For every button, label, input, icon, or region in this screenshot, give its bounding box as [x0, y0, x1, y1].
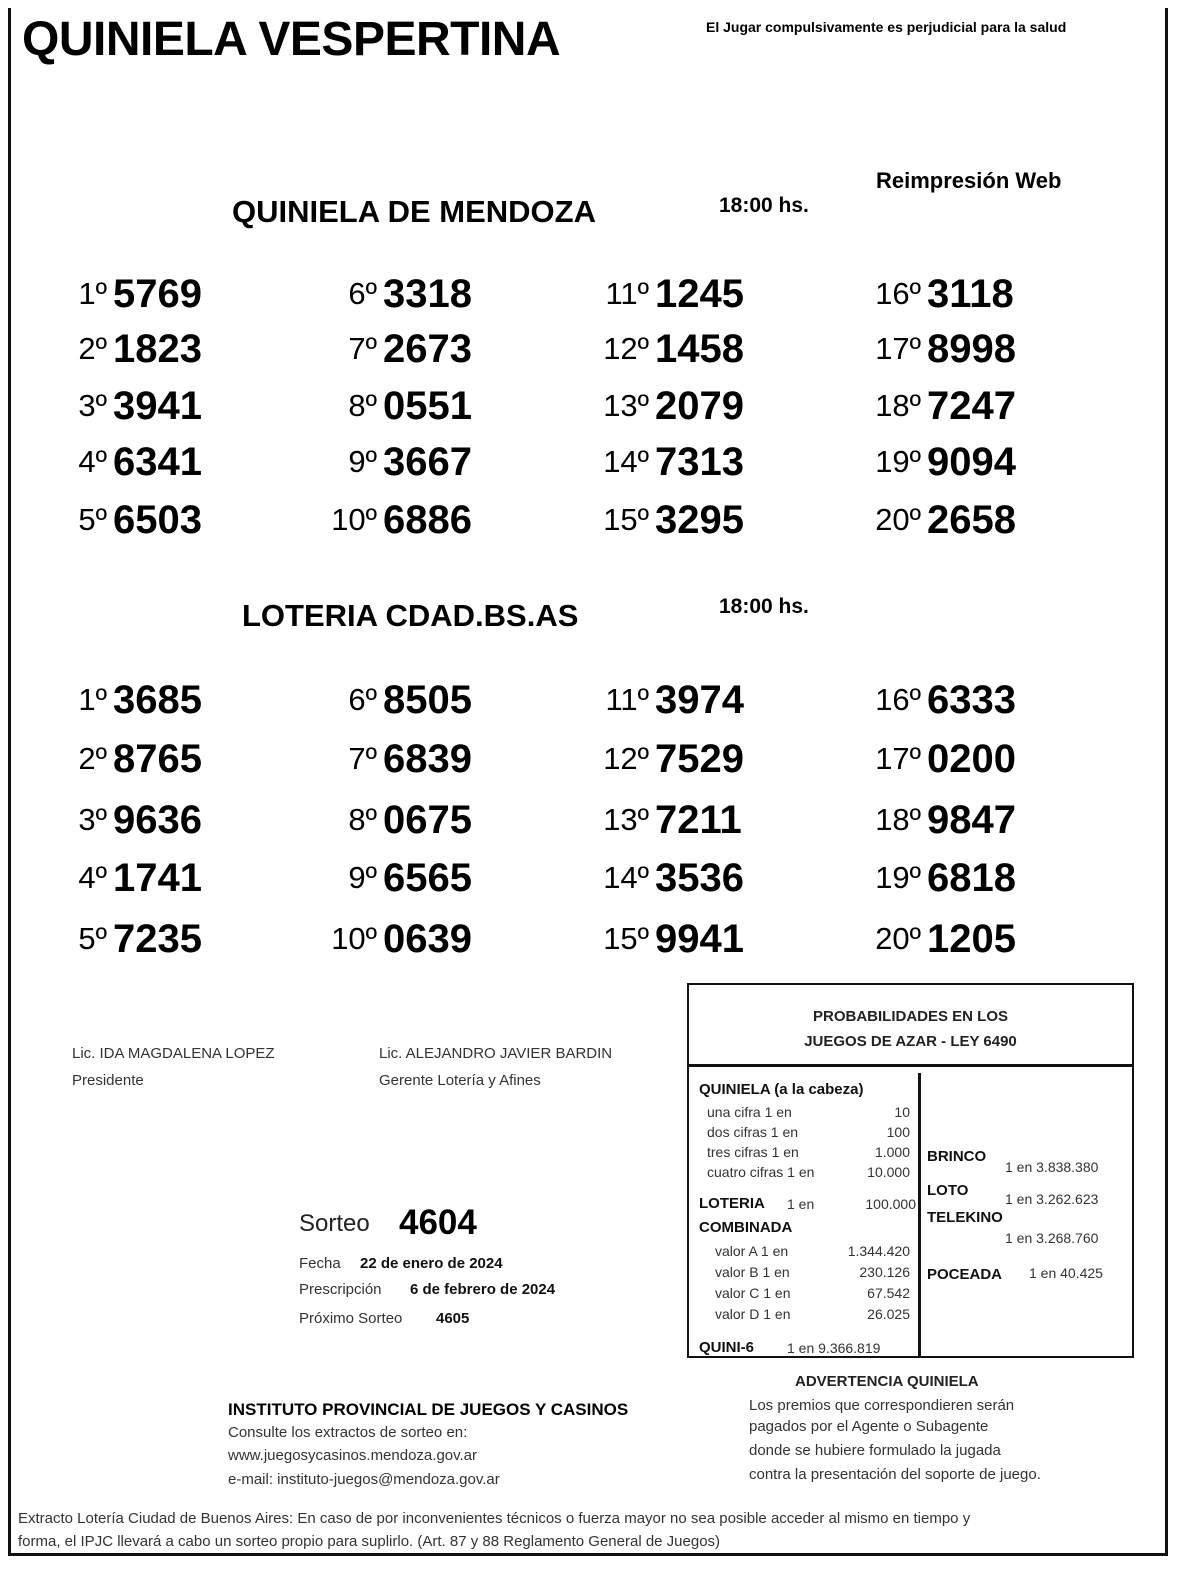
position-label: 2º — [78, 741, 107, 776]
result-cell — [875, 272, 1014, 322]
result-number: 8765 — [113, 737, 202, 781]
position-label: 14º — [603, 444, 649, 479]
result-number: 7313 — [655, 440, 744, 484]
result-number: 9636 — [113, 798, 202, 842]
loteria-odds: 1 en — [787, 1196, 815, 1212]
position-label: 12º — [603, 741, 649, 776]
result-cell — [603, 327, 744, 377]
result-number: 1205 — [927, 917, 1016, 961]
advertencia-line: contra la presentación del soporte de juego. — [749, 1466, 1041, 1483]
position-label: 1º — [78, 682, 107, 717]
sorteo-number: 4604 — [399, 1203, 477, 1242]
advertencia-line: donde se hubiere formulado la jugada — [749, 1442, 1001, 1459]
result-number: 6886 — [383, 498, 472, 542]
odds-label: tres cifras 1 en — [707, 1144, 799, 1160]
result-number: 3685 — [113, 678, 202, 722]
signature-name: Lic. ALEJANDRO JAVIER BARDIN — [379, 1045, 613, 1062]
advertencia-line: pagados por el Agente o Subagente — [749, 1418, 989, 1435]
result-number: 1741 — [113, 856, 202, 900]
result-cell — [603, 498, 744, 548]
position-label: 8º — [348, 802, 377, 837]
telekino-value: 1 en 3.268.760 — [1005, 1230, 1099, 1246]
position-label: 6º — [348, 276, 377, 311]
odds-label: cuatro cifras 1 en — [707, 1164, 815, 1180]
quini6-heading: QUINI-6 — [699, 1339, 755, 1356]
odds-label: valor C 1 en — [715, 1285, 791, 1301]
result-number: 7235 — [113, 917, 202, 961]
position-label: 5º — [78, 502, 107, 537]
odds-label: valor B 1 en — [715, 1264, 790, 1280]
position-label: 14º — [603, 860, 649, 895]
result-cell — [331, 917, 472, 967]
probabilities-box — [687, 983, 1134, 1358]
result-cell — [875, 917, 1016, 967]
result-cell — [78, 678, 202, 728]
prob-title: PROBABILIDADES EN LOS — [812, 1008, 1008, 1025]
result-cell — [875, 678, 1016, 728]
result-cell — [875, 498, 1016, 548]
probabilities-header — [689, 985, 1132, 1067]
result-cell — [78, 737, 202, 787]
position-label: 18º — [875, 388, 921, 423]
result-number: 6333 — [927, 678, 1016, 722]
institute-name: INSTITUTO PROVINCIAL DE JUEGOS Y CASINOS — [228, 1400, 629, 1419]
result-cell — [603, 917, 744, 967]
result-number: 1458 — [655, 327, 744, 371]
result-cell — [603, 737, 744, 787]
odds-value: 1.000 — [874, 1144, 910, 1160]
result-cell — [348, 384, 472, 434]
health-warning: El Jugar compulsivamente es perjudicial para la salud — [706, 19, 1067, 35]
result-cell — [78, 327, 202, 377]
result-number: 9094 — [927, 440, 1016, 484]
prob-title: JUEGOS DE AZAR - LEY 6490 — [804, 1033, 1017, 1050]
loto-value: 1 en 3.262.623 — [1005, 1191, 1099, 1207]
position-label: 5º — [78, 921, 107, 956]
result-cell — [348, 737, 472, 787]
proximo-label: Próximo Sorteo — [299, 1310, 403, 1327]
brinco-value: 1 en 3.838.380 — [1005, 1159, 1099, 1175]
mendoza-title: QUINIELA DE MENDOZA — [232, 194, 596, 229]
result-cell — [605, 678, 744, 728]
result-number: 1245 — [655, 272, 744, 316]
result-number: 0551 — [383, 384, 472, 428]
result-cell — [348, 327, 472, 377]
position-label: 9º — [348, 860, 377, 895]
result-number: 5769 — [113, 272, 202, 316]
result-number: 9847 — [927, 798, 1016, 842]
result-number: 2658 — [927, 498, 1016, 542]
signature-role: Presidente — [72, 1072, 144, 1089]
reprint-label: Reimpresión Web — [876, 168, 1062, 193]
result-cell — [603, 798, 742, 848]
result-number: 7529 — [655, 737, 744, 781]
result-number: 6503 — [113, 498, 202, 542]
result-cell — [603, 440, 744, 490]
result-cell — [348, 272, 472, 322]
position-label: 11º — [605, 682, 649, 717]
fecha-value: 22 de enero de 2024 — [360, 1255, 503, 1272]
result-cell — [603, 856, 744, 906]
result-cell — [875, 856, 1016, 906]
result-cell — [78, 856, 202, 906]
position-label: 17º — [875, 331, 921, 366]
odds-label: valor A 1 en — [715, 1243, 789, 1259]
position-label: 11º — [605, 276, 649, 311]
result-number: 2079 — [655, 384, 744, 428]
result-cell — [331, 498, 472, 548]
signature-role: Gerente Lotería y Afines — [379, 1072, 541, 1089]
institute-text: Consulte los extractos de sorteo en: — [228, 1424, 468, 1441]
mendoza-time: 18:00 hs. — [719, 194, 809, 217]
odds-value: 230.126 — [859, 1264, 910, 1280]
result-number: 3118 — [927, 272, 1014, 316]
poceada-heading: POCEADA — [927, 1266, 1003, 1283]
page-title: QUINIELA VESPERTINA — [22, 13, 561, 66]
position-label: 7º — [348, 741, 377, 776]
combinada-heading: COMBINADA — [699, 1219, 793, 1236]
loto-heading: LOTO — [927, 1182, 969, 1199]
result-number: 3295 — [655, 498, 744, 542]
advertencia-title: ADVERTENCIA QUINIELA — [795, 1373, 979, 1390]
position-label: 3º — [78, 388, 107, 423]
position-label: 17º — [875, 741, 921, 776]
position-label: 15º — [603, 502, 649, 537]
result-cell — [348, 798, 472, 848]
result-number: 3941 — [113, 384, 202, 428]
quiniela-heading: QUINIELA (a la cabeza) — [699, 1081, 864, 1098]
result-number: 6341 — [113, 440, 202, 484]
odds-value: 67.542 — [867, 1285, 910, 1301]
result-number: 7211 — [655, 798, 742, 842]
result-cell — [348, 856, 472, 906]
result-number: 2673 — [383, 327, 472, 371]
loteria-heading: LOTERIA — [699, 1195, 765, 1212]
signature-name: Lic. IDA MAGDALENA LOPEZ — [72, 1045, 275, 1062]
result-cell — [875, 384, 1016, 434]
result-number: 6839 — [383, 737, 472, 781]
position-label: 20º — [875, 921, 921, 956]
result-cell — [78, 272, 202, 322]
result-number: 1823 — [113, 327, 202, 371]
loteria-value: 100.000 — [865, 1196, 916, 1212]
proximo-value: 4605 — [436, 1310, 470, 1327]
odds-label: dos cifras 1 en — [707, 1124, 799, 1140]
odds-value: 10 — [894, 1104, 910, 1120]
position-label: 18º — [875, 802, 921, 837]
quini6-value: 1 en 9.366.819 — [787, 1340, 881, 1356]
result-number: 6565 — [383, 856, 472, 900]
result-cell — [348, 678, 472, 728]
position-label: 10º — [331, 502, 377, 537]
footer-note: Extracto Lotería Ciudad de Buenos Aires: En caso de por inconvenientes técnicos o fuerza mayor no sea posible acceder al mismo en tiempo y — [18, 1510, 971, 1527]
odds-value: 100 — [886, 1124, 910, 1140]
prescripcion-label: Prescripción — [299, 1281, 382, 1298]
footer-note: forma, el IPJC llevará a cabo un sorteo propio para suplirlo. (Art. 87 y 88 Reglamento General de Juegos) — [18, 1533, 721, 1550]
position-label: 4º — [78, 444, 107, 479]
result-number: 0675 — [383, 798, 472, 842]
odds-label: una cifra 1 en — [707, 1104, 792, 1120]
result-number: 8998 — [927, 327, 1016, 371]
result-number: 9941 — [655, 917, 744, 961]
result-cell — [348, 440, 472, 490]
bsas-title: LOTERIA CDAD.BS.AS — [242, 598, 579, 633]
telekino-heading: TELEKINO — [927, 1209, 1003, 1226]
result-cell — [78, 498, 202, 548]
position-label: 3º — [78, 802, 107, 837]
position-label: 13º — [603, 388, 649, 423]
position-label: 20º — [875, 502, 921, 537]
bsas-time: 18:00 hs. — [719, 595, 809, 618]
brinco-heading: BRINCO — [927, 1148, 987, 1165]
result-number: 0639 — [383, 917, 472, 961]
odds-value: 1.344.420 — [847, 1243, 910, 1259]
odds-value: 26.025 — [867, 1306, 910, 1322]
prescripcion-value: 6 de febrero de 2024 — [410, 1281, 556, 1298]
position-label: 2º — [78, 331, 107, 366]
result-number: 3667 — [383, 440, 472, 484]
sorteo-label: Sorteo — [299, 1210, 370, 1237]
result-number: 8505 — [383, 678, 472, 722]
poceada-value: 1 en 40.425 — [1029, 1265, 1103, 1281]
result-cell — [875, 737, 1016, 787]
result-cell — [78, 798, 202, 848]
advertencia-line: Los premios que correspondieren serán — [749, 1397, 1015, 1414]
result-cell — [875, 798, 1016, 848]
position-label: 16º — [875, 276, 921, 311]
position-label: 8º — [348, 388, 377, 423]
result-cell — [78, 917, 202, 967]
result-number: 3318 — [383, 272, 472, 316]
result-cell — [875, 327, 1016, 377]
result-cell — [605, 272, 744, 322]
position-label: 4º — [78, 860, 107, 895]
odds-label: valor D 1 en — [715, 1306, 791, 1322]
position-label: 10º — [331, 921, 377, 956]
result-cell — [78, 384, 202, 434]
position-label: 16º — [875, 682, 921, 717]
fecha-label: Fecha — [299, 1255, 341, 1272]
position-label: 6º — [348, 682, 377, 717]
result-number: 0200 — [927, 737, 1016, 781]
institute-email[interactable]: e-mail: instituto-juegos@mendoza.gov.ar — [228, 1471, 500, 1488]
position-label: 19º — [875, 444, 921, 479]
position-label: 1º — [78, 276, 107, 311]
result-cell — [603, 384, 744, 434]
result-number: 3536 — [655, 856, 744, 900]
position-label: 19º — [875, 860, 921, 895]
result-number: 3974 — [655, 678, 744, 722]
position-label: 9º — [348, 444, 377, 479]
result-cell — [875, 440, 1016, 490]
position-label: 15º — [603, 921, 649, 956]
column-divider — [918, 1073, 921, 1358]
position-label: 13º — [603, 802, 649, 837]
result-cell — [78, 440, 202, 490]
institute-web-link[interactable]: www.juegosycasinos.mendoza.gov.ar — [228, 1447, 478, 1464]
result-number: 7247 — [927, 384, 1016, 428]
result-number: 6818 — [927, 856, 1016, 900]
odds-value: 10.000 — [867, 1164, 910, 1180]
position-label: 12º — [603, 331, 649, 366]
position-label: 7º — [348, 331, 377, 366]
